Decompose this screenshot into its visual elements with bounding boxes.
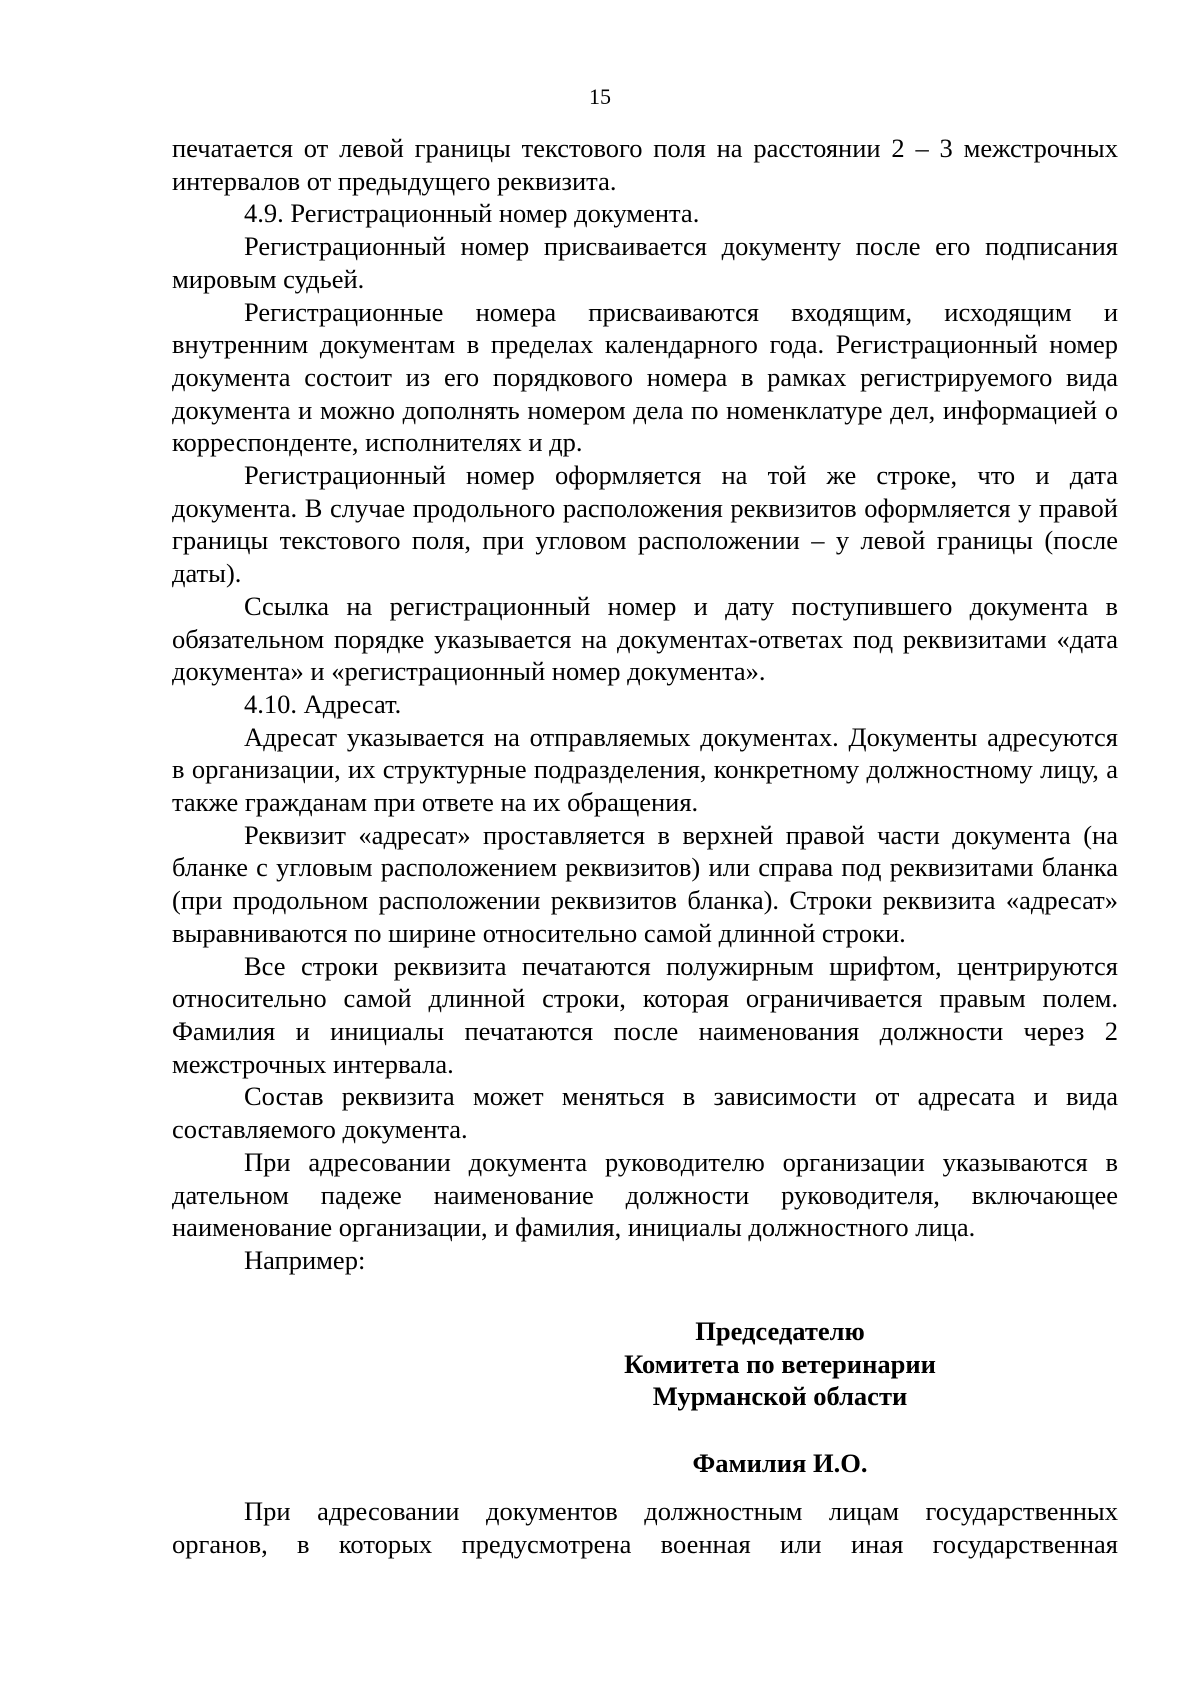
- paragraph: Все строки реквизита печатаются полужирным шрифтом, центрируются относительно самой длинной строки, которая ограничивается правым полем. Фамилия и инициалы печатаются после наименования должности через 2 межстрочных интервала.: [172, 950, 1118, 1079]
- paragraph: Регистрационный номер присваивается документу после его подписания мировым судьей.: [172, 231, 1118, 294]
- example-label: Например:: [244, 1244, 366, 1275]
- paragraph: Состав реквизита может меняться в зависимости от адресата и вида составляемого документа.: [172, 1081, 1118, 1145]
- paragraph: При адресовании документа руководителю организации указываются в дательном падеже наименование должности руководителя, включающее наименование организации, и фамилия, инициалы должностного лица.: [172, 1146, 1118, 1243]
- document-body: [172, 132, 1118, 1277]
- addressee-line-1: Председателю: [695, 1316, 865, 1346]
- paragraph: Адресат указывается на отправляемых документах. Документы адресуются в организации, их структурные подразделения, конкретному должностному лицу, а также гражданам при ответе на их обращения.: [172, 721, 1118, 818]
- paragraph: Регистрационные номера присваиваются входящим, исходящим и внутренним документам в пределах календарного года. Регистрационный номер документа состоит из его порядкового номера в рамках регистрируемого вида документа и можно дополнять номером дела по номенклатуре дел, информацией о корреспонденте, исполнителях и др.: [172, 296, 1118, 458]
- paragraph: Реквизит «адресат» проставляется в верхней правой части документа (на бланке с угловым расположением реквизитов) или справа под реквизитами бланка (при продольном расположении реквизитов бланка). Строки реквизита «адресат» выравниваются по ширине относительно самой длинной строки.: [172, 819, 1118, 948]
- paragraph-final: При адресовании документов должностным лицам государственных органов, в которых предусмотрена военная или иная государственная: [172, 1496, 1118, 1559]
- paragraph: Ссылка на регистрационный номер и дату поступившего документа в обязательном порядке указывается на документах-ответах под реквизитами «дата документа» и «регистрационный номер документа».: [172, 590, 1118, 687]
- addressee-name: Фамилия И.О.: [692, 1448, 868, 1478]
- section-heading-4-9: 4.9. Регистрационный номер документа.: [244, 198, 700, 229]
- paragraph: Регистрационный номер оформляется на той же строке, что и дата документа. В случае продольного расположения реквизитов оформляется у правой границы текстового поля, при угловом расположении – у левой границы (после даты).: [172, 460, 1118, 589]
- example-addressee: [560, 1315, 1000, 1413]
- page-number: 15: [589, 84, 611, 109]
- addressee-line-3: Мурманской области: [652, 1381, 908, 1412]
- addressee-line-2: Комитета по ветеринарии: [624, 1348, 936, 1379]
- section-heading-4-10: 4.10. Адресат.: [244, 688, 402, 719]
- document-body-continued: [172, 1495, 1118, 1560]
- paragraph-continuation: печатается от левой границы текстового поля на расстоянии 2 – 3 межстрочных интервалов от предыдущего реквизита.: [172, 133, 1118, 196]
